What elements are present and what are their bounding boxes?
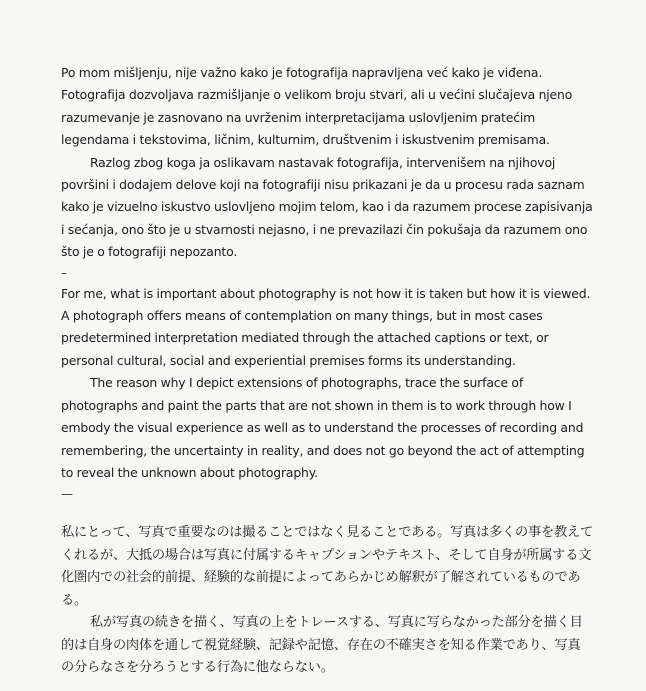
serbian-paragraph-2: Razlog zbog koga ja oslikavam nastavak fotografija, intervenišem na njihovoj površini i dodajem delove koji na fotografiji nisu prikazani je da u procesu rada saznam kako je vizuelno iskustvo uslovljeno mojim telom, kao i da razumem procese zapisivanja i sećanja, ono što je u stvarnosti nejasno, i ne prevazilazi čin pokušaja da razumem ono što je o fotografiji nepozanto. [61,154,593,260]
english-section [61,283,593,485]
english-paragraph-1: For me, what is important about photography is not how it is taken but how it is viewed. A photograph offers means of contemplation on many things, but in most cases predetermined interpretation mediated through the attached captions or text, or personal cultural, social and experiential premises forms its understanding. [61,285,591,368]
serbian-paragraph-1: Po mom mišljenju, nije važno kako je fotografija napravljena već kako je viđena. Fotografija dozvoljava razmišljanje o velikom broju stvari, ali u većini slučajeva njeno razumevanje je zasnovano na uvrženim interpretacijama uslovljenim pratećim legendama i tekstovima, ličnim, kulturnim, društvenim i iskustvenim premisama. [61,65,573,148]
section-separator-1: – [61,265,67,280]
japanese-paragraph-1: 私にとって、写真で重要なのは撮ることではなく見ることである。写真は多くの事を教えてくれるが、大抵の場合は写真に付属するキャプションやテキスト、そして自身が所属する文化圏内での社会的前提、経験的な前提によってあらかじめ解釈が了解されているものである。 [61,525,593,608]
serbian-section [61,62,593,264]
statement-document [61,62,593,680]
japanese-section [61,522,593,680]
section-separator-2: — [61,487,73,502]
english-paragraph-2: The reason why I depict extensions of photographs, trace the surface of photographs and paint the parts that are not shown in them is to work through how I embody the visual experience as well as to understand the processes of recording and remembering, the uncertainty in reality, and does not go beyond the act of attempting to reveal the unknown about photography. [61,375,585,480]
japanese-paragraph-2: 私が写真の続きを描く、写真の上をトレースする、写真に写らなかった部分を描く目的は自身の肉体を通して視覚経験、記録や記憶、存在の不確実さを知る作業であり、写真の分らなさを分ろうとする行為に他ならない。 [61,615,583,676]
